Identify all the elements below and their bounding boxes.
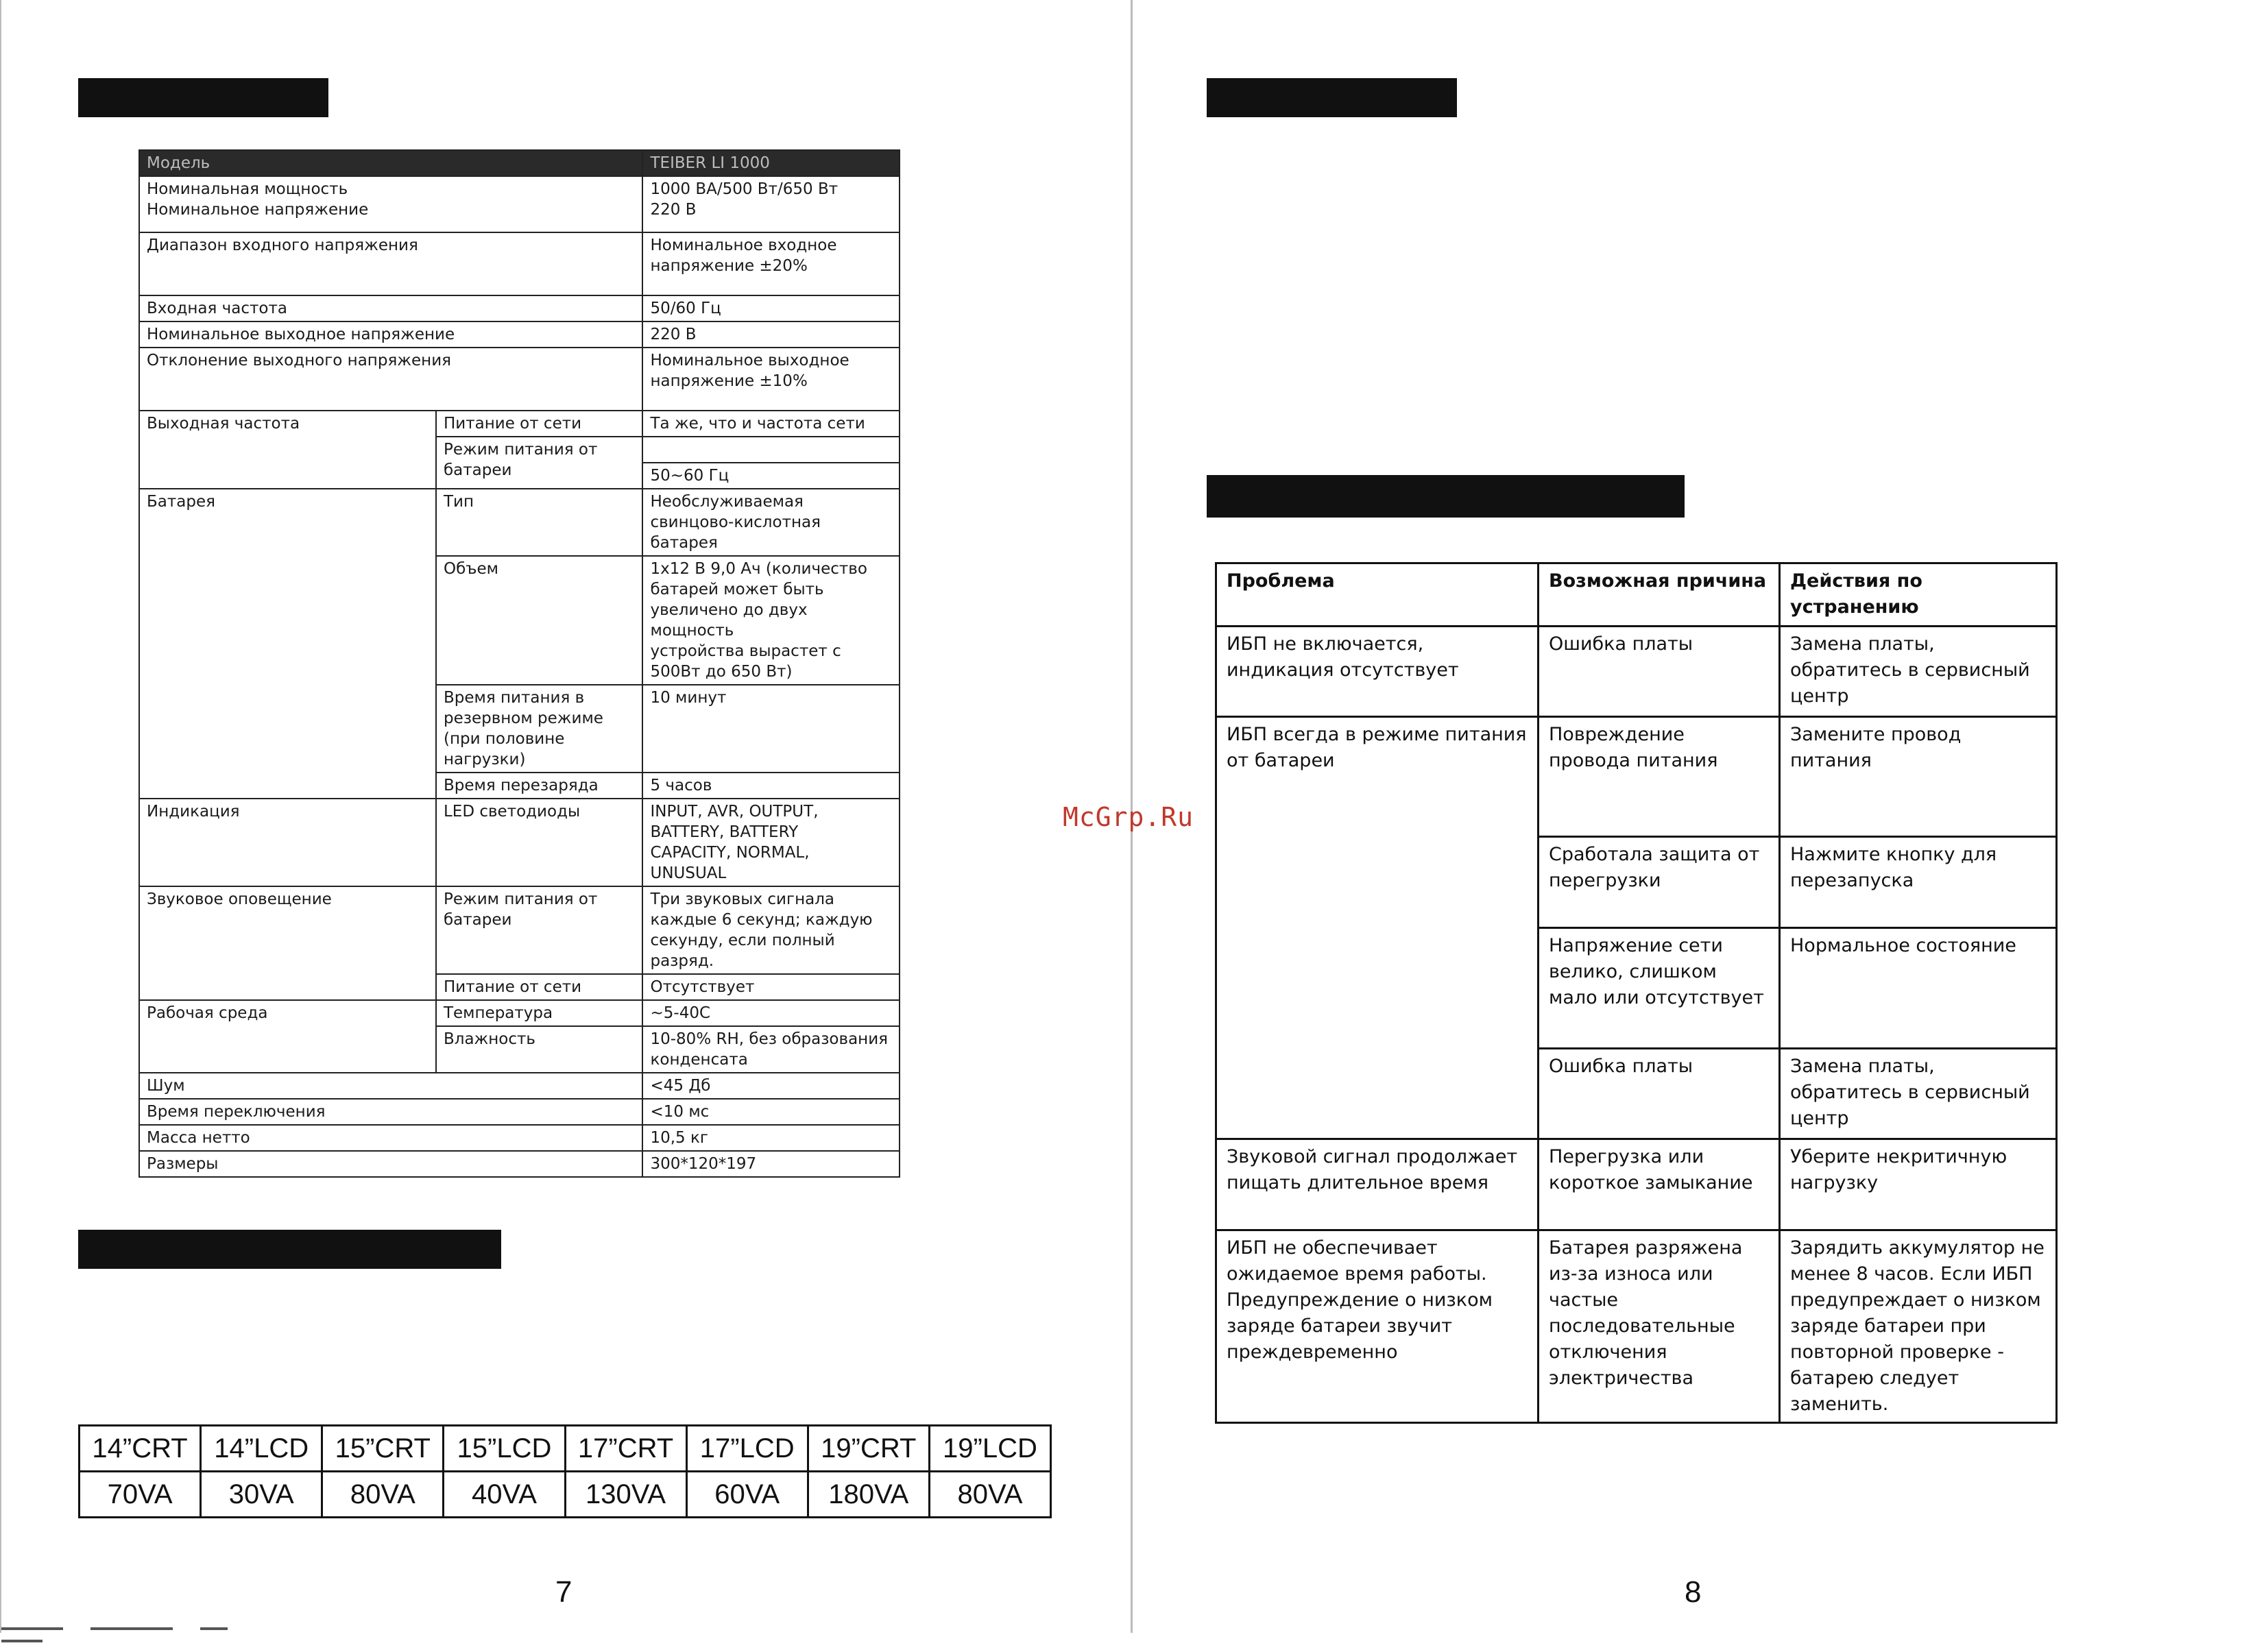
table-row [139, 799, 900, 886]
specs-header-value: TEIBER LI 1000 [642, 150, 900, 176]
spec-label: Рабочая среда [139, 1000, 436, 1073]
action-cell: Замените провод питания [1780, 717, 2057, 837]
table-row [139, 1099, 900, 1125]
spec-value: 10,5 кг [642, 1125, 900, 1151]
spec-label: Индикация [139, 799, 436, 886]
monitor-type-cell: 15”CRT [322, 1426, 444, 1472]
monitor-type-cell: 19”LCD [929, 1426, 1050, 1472]
spec-sublabel: Режим питания от батареи [436, 886, 643, 974]
spec-value: 220 В [642, 321, 900, 348]
section-title-bar-troubleshooting [1207, 475, 1685, 518]
spec-sublabel: Влажность [436, 1026, 643, 1073]
monitor-power-cell: 40VA [444, 1472, 565, 1518]
spec-label: Номинальная мощность Номинальное напряжение [139, 176, 642, 232]
watermark-text: McGrp.Ru [1063, 802, 1194, 832]
table-row [1216, 1230, 2057, 1423]
page-number-right: 8 [1685, 1575, 1702, 1609]
specs-header-label: Модель [139, 150, 642, 176]
table-row [139, 1151, 900, 1177]
spec-value: Номинальное входное напряжение ±20% [642, 232, 900, 295]
spec-value: 1x12 В 9,0 Ач (количество батарей может быть увеличено до двух мощность устройства вырастет с 500Вт до 650 Вт) [642, 556, 900, 685]
spec-label: Шум [139, 1073, 642, 1099]
table-row [139, 489, 900, 556]
spec-label: Входная частота [139, 295, 642, 321]
monitor-power-cell: 80VA [929, 1472, 1050, 1518]
spec-sublabel: Время перезаряда [436, 773, 643, 799]
monitor-power-cell: 80VA [322, 1472, 444, 1518]
action-cell: Замена платы, обратитесь в сервисный центр [1780, 627, 2057, 717]
action-cell: Нормальное состояние [1780, 928, 2057, 1049]
spec-value: <10 мс [642, 1099, 900, 1125]
cause-cell: Напряжение сети велико, слишком мало или отсутствует [1539, 928, 1780, 1049]
problem-cell: Звуковой сигнал продолжает пищать длительное время [1216, 1139, 1539, 1230]
monitor-power-cell: 180VA [808, 1472, 929, 1518]
spec-value: 5 часов [642, 773, 900, 799]
monitor-type-cell: 15”LCD [444, 1426, 565, 1472]
monitor-type-cell: 14”LCD [201, 1426, 322, 1472]
troubleshooting-table [1215, 562, 2058, 1424]
spec-value [642, 437, 900, 463]
spec-value: 1000 ВА/500 Вт/650 Вт 220 В [642, 176, 900, 232]
action-cell: Зарядить аккумулятор не менее 8 часов. Если ИБП предупреждает о низком заряде батареи при повторной проверке - батарею следует заменить. [1780, 1230, 2057, 1423]
spec-value: Номинальное выходное напряжение ±10% [642, 348, 900, 411]
spec-sublabel: Время питания в резервном режиме (при половине нагрузки) [436, 685, 643, 773]
spec-sublabel: LED светодиоды [436, 799, 643, 886]
table-row [139, 886, 900, 974]
spec-label: Размеры [139, 1151, 642, 1177]
monitor-power-row [80, 1472, 1051, 1518]
problem-cell: ИБП не включается, индикация отсутствует [1216, 627, 1539, 717]
spec-sublabel: Тип [436, 489, 643, 556]
monitor-power-cell: 30VA [201, 1472, 322, 1518]
monitor-type-row [80, 1426, 1051, 1472]
section-title-bar-monitors [78, 1230, 501, 1269]
troubleshooting-header-row [1216, 563, 2057, 627]
cause-cell: Повреждение провода питания [1539, 717, 1780, 837]
table-row [139, 232, 900, 295]
footer-scrap-marks [1, 1627, 276, 1633]
problem-cell: ИБП не обеспечивает ожидаемое время работы. Предупреждение о низком заряде батареи звучит преждевременно [1216, 1230, 1539, 1423]
table-row [139, 176, 900, 232]
action-cell: Замена платы, обратитесь в сервисный центр [1780, 1049, 2057, 1139]
spec-value: 10 минут [642, 685, 900, 773]
spec-sublabel: Режим питания от батареи [436, 437, 643, 489]
spec-sublabel: Питание от сети [436, 411, 643, 437]
spec-sublabel: Питание от сети [436, 974, 643, 1000]
action-cell: Уберите некритичную нагрузку [1780, 1139, 2057, 1230]
spec-value: Отсутствует [642, 974, 900, 1000]
specs-table [138, 149, 900, 1178]
spec-value: Три звуковых сигнала каждые 6 секунд; каждую секунду, если полный разряд. [642, 886, 900, 974]
table-row [139, 1073, 900, 1099]
spec-sublabel: Объем [436, 556, 643, 685]
monitor-power-table [78, 1424, 1052, 1518]
cause-cell: Батарея разряжена из-за износа или частые последовательные отключения электричества [1539, 1230, 1780, 1423]
monitor-power-cell: 60VA [686, 1472, 808, 1518]
spec-value: 300*120*197 [642, 1151, 900, 1177]
table-row [139, 321, 900, 348]
spec-value: <45 Дб [642, 1073, 900, 1099]
spec-value: 10-80% RH, без образования конденсата [642, 1026, 900, 1073]
spec-label: Время переключения [139, 1099, 642, 1125]
section-title-bar-top [1207, 78, 1457, 117]
monitor-power-cell: 130VA [565, 1472, 686, 1518]
cause-cell: Сработала защита от перегрузки [1539, 837, 1780, 928]
table-row [1216, 627, 2057, 717]
spec-label: Звуковое оповещение [139, 886, 436, 1000]
spec-label: Масса нетто [139, 1125, 642, 1151]
cause-cell: Перегрузка или короткое замыкание [1539, 1139, 1780, 1230]
table-row [139, 1000, 900, 1026]
spec-value: 50~60 Гц [642, 463, 900, 489]
spec-value: Та же, что и частота сети [642, 411, 900, 437]
spec-value: Необслуживаемая свинцово-кислотная батарея [642, 489, 900, 556]
table-row [139, 348, 900, 411]
spec-value: INPUT, AVR, OUTPUT, BATTERY, BATTERY CAPACITY, NORMAL, UNUSUAL [642, 799, 900, 886]
table-row [139, 295, 900, 321]
cause-cell: Ошибка платы [1539, 627, 1780, 717]
section-title-bar-specs [78, 78, 328, 117]
cause-cell: Ошибка платы [1539, 1049, 1780, 1139]
spec-label: Номинальное выходное напряжение [139, 321, 642, 348]
column-header: Проблема [1216, 563, 1539, 627]
monitor-type-cell: 17”LCD [686, 1426, 808, 1472]
spec-sublabel: Температура [436, 1000, 643, 1026]
left-page [0, 0, 1130, 1633]
spec-label: Отклонение выходного напряжения [139, 348, 642, 411]
table-row [139, 411, 900, 437]
spec-label: Батарея [139, 489, 436, 799]
problem-cell: ИБП всегда в режиме питания от батареи [1216, 717, 1539, 1139]
table-row [1216, 1139, 2057, 1230]
specs-header-row [139, 150, 900, 176]
column-header: Действия по устранению [1780, 563, 2057, 627]
monitor-power-cell: 70VA [80, 1472, 201, 1518]
monitor-type-cell: 17”CRT [565, 1426, 686, 1472]
table-row [1216, 717, 2057, 837]
spec-label: Выходная частота [139, 411, 436, 489]
spec-value: 50/60 Гц [642, 295, 900, 321]
spec-value: ~5-40С [642, 1000, 900, 1026]
spec-label: Диапазон входного напряжения [139, 232, 642, 295]
table-row [139, 1125, 900, 1151]
action-cell: Нажмите кнопку для перезапуска [1780, 837, 2057, 928]
page-number-left: 7 [555, 1575, 572, 1609]
monitor-type-cell: 14”CRT [80, 1426, 201, 1472]
column-header: Возможная причина [1539, 563, 1780, 627]
monitor-type-cell: 19”CRT [808, 1426, 929, 1472]
